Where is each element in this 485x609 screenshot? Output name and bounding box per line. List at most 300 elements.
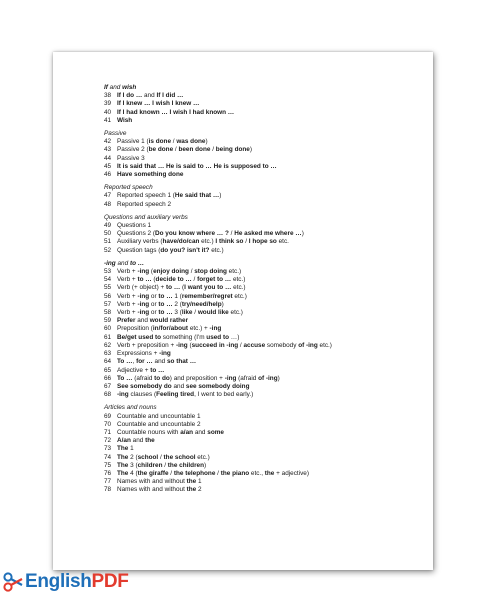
bold-text: -ing [137, 309, 150, 317]
unit-title [117, 342, 332, 350]
unit-entry[interactable] [104, 146, 424, 154]
unit-title [117, 230, 304, 238]
unit-title [117, 238, 289, 246]
text-run: Preposition ( [117, 325, 153, 333]
text-run: ( [180, 284, 185, 292]
unit-entry[interactable] [104, 454, 424, 462]
bold-text: stop doing [194, 268, 227, 276]
unit-number: 51 [104, 238, 112, 246]
bold-text: accuse [243, 341, 266, 349]
text-run: / [215, 469, 221, 477]
text-run: ( [187, 341, 192, 349]
unit-title [117, 268, 241, 276]
unit-title [117, 445, 134, 453]
unit-entry[interactable] [104, 238, 424, 246]
text-run: etc.) [317, 341, 332, 349]
unit-entry[interactable] [104, 92, 424, 100]
bold-text: a/an [180, 428, 194, 436]
text-run: etc.) [228, 309, 243, 317]
unit-title [117, 383, 250, 391]
document-page [53, 52, 433, 570]
unit-number: 58 [104, 309, 112, 317]
unit-entry[interactable] [104, 342, 424, 350]
text-run: and [115, 259, 130, 267]
unit-title [117, 293, 247, 301]
unit-title [117, 146, 252, 154]
bold-text: would rather [149, 317, 189, 325]
text-run: ( [151, 276, 156, 284]
text-run: or [149, 300, 159, 308]
unit-number: 59 [104, 317, 112, 325]
text-run: 3 ( [172, 309, 182, 317]
bold-text: See somebody do [117, 382, 172, 390]
unit-title [117, 276, 245, 284]
unit-number: 73 [104, 445, 112, 453]
text-run: Questions and auxiliary verbs [104, 213, 188, 221]
text-run: Countable and uncountable 1 [117, 412, 201, 420]
bold-text: Be/get used to [117, 333, 162, 341]
bold-text: used to [206, 333, 230, 341]
unit-number: 71 [104, 428, 112, 436]
text-run: 2 ( [128, 453, 138, 461]
text-run: Expressions + [117, 350, 160, 358]
text-run: Countable and uncountable 2 [117, 420, 201, 428]
unit-number: 67 [104, 382, 112, 390]
bold-text: -ing [137, 292, 150, 300]
table-of-contents [104, 84, 424, 495]
bold-text: I think so [215, 238, 244, 246]
bold-text: -ing [209, 325, 222, 333]
unit-title [117, 486, 202, 494]
bold-text: the school [163, 453, 196, 461]
text-run: / [192, 309, 198, 317]
unit-entry[interactable] [104, 284, 424, 292]
text-run: + adjective) [274, 469, 309, 477]
unit-number: 70 [104, 420, 112, 428]
bold-text: He said that … [174, 192, 220, 200]
unit-entry[interactable] [104, 201, 424, 209]
unit-entry[interactable] [104, 421, 424, 429]
bold-text: to … [158, 292, 173, 300]
unit-number: 57 [104, 300, 112, 308]
contents-section [104, 184, 424, 209]
bold-text: The [117, 453, 129, 461]
unit-entry[interactable] [104, 462, 424, 470]
text-run: etc., [249, 469, 265, 477]
contents-section [104, 84, 424, 125]
unit-number: 77 [104, 478, 112, 486]
unit-title [117, 350, 171, 358]
text-run: ( [149, 268, 154, 276]
unit-number: 40 [104, 108, 112, 116]
bold-text: If I do … [117, 92, 143, 100]
text-run: and [107, 84, 123, 91]
bold-text: some [207, 428, 224, 436]
text-run: 2 ( [172, 300, 182, 308]
unit-entry[interactable] [104, 138, 424, 146]
bold-text: Feeling tired [156, 391, 195, 399]
bold-text: Have something done [117, 171, 184, 179]
text-run: ) [277, 374, 280, 382]
text-run: Reported speech 2 [117, 200, 172, 208]
unit-entry[interactable] [104, 413, 424, 421]
unit-title [117, 317, 188, 325]
bold-text: do you? isn't it? [160, 246, 210, 254]
bold-text: would like [197, 309, 229, 317]
section-title [104, 84, 424, 92]
bold-text: have/do/can [162, 238, 200, 246]
unit-number: 45 [104, 162, 112, 170]
unit-entry[interactable] [104, 230, 424, 238]
text-run: Question tags ( [117, 246, 161, 254]
bold-text: -ing [175, 341, 188, 349]
scissors-icon [3, 571, 23, 593]
unit-title [117, 171, 183, 179]
bold-text: the giraffe [137, 469, 169, 477]
unit-title [117, 413, 201, 421]
unit-entry[interactable] [104, 109, 424, 117]
watermark-english: English [25, 571, 92, 592]
text-run: clauses ( [128, 391, 157, 399]
unit-title [117, 462, 206, 470]
bold-text: -ing [117, 391, 129, 399]
bold-text: -ing [159, 350, 171, 358]
unit-number: 62 [104, 341, 112, 349]
text-run: Reported speech [104, 184, 153, 192]
unit-title [117, 247, 224, 255]
unit-entry[interactable] [104, 276, 424, 284]
unit-entry[interactable] [104, 117, 424, 125]
text-run: …) [229, 333, 240, 341]
text-run: etc.) [231, 284, 246, 292]
unit-number: 56 [104, 292, 112, 300]
bold-text: be done [148, 146, 174, 154]
section-title [104, 214, 424, 222]
text-run: somebody [265, 341, 299, 349]
text-run: etc.) [195, 453, 210, 461]
unit-number: 53 [104, 268, 112, 276]
text-run: Passive 1 ( [117, 138, 149, 146]
text-run: Questions 1 [117, 222, 152, 230]
unit-entry[interactable] [104, 222, 424, 230]
unit-number: 44 [104, 154, 112, 162]
unit-entry[interactable] [104, 486, 424, 494]
unit-entry[interactable] [104, 375, 424, 383]
unit-number: 78 [104, 486, 112, 494]
bold-text: like [181, 309, 193, 317]
text-run: / [210, 146, 216, 154]
unit-title [117, 429, 224, 437]
text-run: etc.) [232, 292, 247, 300]
text-run: / [228, 230, 235, 238]
text-run: and [142, 92, 157, 100]
unit-entry[interactable] [104, 247, 424, 255]
text-run: Countable nouns with [117, 428, 181, 436]
unit-number: 55 [104, 284, 112, 292]
bold-text: been done [178, 146, 211, 154]
bold-text: was done [176, 138, 206, 146]
text-run: and [171, 382, 186, 390]
unit-title [117, 421, 201, 429]
contents-section [104, 130, 424, 179]
unit-number: 74 [104, 453, 112, 461]
text-run: Verb + preposition + [117, 341, 176, 349]
unit-title [117, 92, 183, 100]
bold-text: see somebody doing [185, 382, 250, 390]
text-run: / [173, 146, 179, 154]
unit-entry[interactable] [104, 155, 424, 163]
unit-number: 47 [104, 192, 112, 200]
bold-text: in/for/about [152, 325, 189, 333]
unit-number: 63 [104, 350, 112, 358]
unit-entry[interactable] [104, 317, 424, 325]
bold-text: It is said that … He is said to … He is supposed to … [117, 162, 277, 170]
unit-entry[interactable] [104, 367, 424, 375]
text-run: Articles and nouns [104, 404, 157, 412]
section-title [104, 184, 424, 192]
text-run: / [158, 453, 164, 461]
text-run: / [238, 341, 244, 349]
bold-text: so that … [166, 358, 197, 366]
bold-text: enjoy doing [153, 268, 189, 276]
unit-entry[interactable] [104, 391, 424, 399]
unit-title [117, 334, 239, 342]
unit-number: 76 [104, 469, 112, 477]
text-run: 3 ( [128, 461, 138, 469]
text-run: Verb (+ object) + [117, 284, 167, 292]
text-run: / [188, 268, 195, 276]
unit-title [117, 201, 171, 209]
text-run: etc.) [199, 238, 216, 246]
unit-title [117, 367, 164, 375]
unit-title [117, 301, 224, 309]
bold-text: decide to … [155, 276, 192, 284]
unit-number: 41 [104, 116, 112, 124]
bold-text: of -ing [258, 374, 278, 382]
unit-number: 50 [104, 230, 112, 238]
unit-entry[interactable] [104, 383, 424, 391]
text-run: ) and preposition + [169, 374, 225, 382]
bold-text: the [186, 478, 197, 486]
bold-text: If I did … [156, 92, 184, 100]
text-run: Adjective + [117, 366, 151, 374]
text-run: Reported speech 1 ( [117, 192, 175, 200]
unit-title [117, 192, 221, 200]
bold-text: the [145, 437, 155, 445]
bold-text: -ing [224, 374, 237, 382]
bold-text: school [137, 453, 159, 461]
unit-number: 48 [104, 200, 112, 208]
text-run: / [168, 469, 174, 477]
bold-text: the [264, 469, 275, 477]
unit-title [117, 437, 155, 445]
text-run: or [149, 309, 159, 317]
unit-title [117, 155, 145, 163]
bold-text: If I knew … I wish I knew … [117, 100, 200, 108]
text-run: Questions 2 ( [117, 230, 156, 238]
unit-number: 42 [104, 138, 112, 146]
englishpdf-watermark [3, 568, 129, 596]
unit-number: 65 [104, 366, 112, 374]
unit-title [117, 454, 210, 462]
unit-title [117, 470, 309, 478]
text-run: etc.) + [188, 325, 210, 333]
bold-text: Wish [117, 116, 133, 124]
text-run: / [191, 276, 198, 284]
unit-title [117, 109, 234, 117]
unit-number: 64 [104, 358, 112, 366]
text-run: ) [221, 300, 224, 308]
unit-entry[interactable] [104, 334, 424, 342]
text-run: Verb + [117, 300, 138, 308]
bold-text: children [137, 461, 163, 469]
bold-text: try/need/help [181, 300, 222, 308]
unit-entry[interactable] [104, 100, 424, 108]
bold-text: to … [166, 284, 181, 292]
text-run: 1 [128, 445, 134, 453]
unit-number: 38 [104, 92, 112, 100]
unit-title [117, 138, 208, 146]
unit-number: 39 [104, 100, 112, 108]
unit-title [117, 222, 151, 230]
unit-entry[interactable] [104, 163, 424, 171]
bold-text: To … [117, 374, 133, 382]
contents-section [104, 214, 424, 255]
text-run: , I went to bed early.) [194, 391, 254, 399]
unit-title [117, 478, 202, 486]
bold-text: To … [117, 358, 133, 366]
unit-number: 60 [104, 325, 112, 333]
text-run: 1 ( [172, 292, 182, 300]
text-run: / [243, 238, 249, 246]
watermark-pdf: PDF [91, 571, 129, 592]
bold-text: Do you know where … ? [155, 230, 229, 238]
unit-title [117, 358, 196, 366]
unit-entry[interactable] [104, 325, 424, 333]
unit-number: 75 [104, 461, 112, 469]
bold-text: wish [122, 84, 137, 91]
unit-entry[interactable] [104, 301, 424, 309]
bold-text: Prefer [117, 317, 136, 325]
text-run: Passive [104, 130, 127, 138]
bold-text: He asked me where … [234, 230, 302, 238]
bold-text: to do [154, 374, 170, 382]
unit-entry[interactable] [104, 437, 424, 445]
unit-entry[interactable] [104, 268, 424, 276]
unit-title [117, 284, 246, 292]
unit-number: 69 [104, 412, 112, 420]
text-run: etc.) [231, 276, 246, 284]
text-run: ) [219, 192, 222, 200]
bold-text: to … [137, 276, 152, 284]
text-run: Verb + [117, 268, 138, 276]
contents-section [104, 260, 424, 399]
bold-text: to … [129, 259, 145, 267]
unit-title [117, 309, 243, 317]
text-run: / [171, 138, 177, 146]
bold-text: for … [136, 358, 153, 366]
text-run: etc.) [226, 268, 242, 276]
text-run: Verb + [117, 276, 138, 284]
bold-text: -ing [137, 300, 150, 308]
contents-section [104, 404, 424, 494]
unit-number: 49 [104, 222, 112, 230]
section-title [104, 130, 424, 138]
unit-entry[interactable] [104, 350, 424, 358]
unit-number: 52 [104, 246, 112, 254]
bold-text: The [117, 445, 129, 453]
text-run: something (I'm [161, 333, 207, 341]
text-run: and [152, 358, 167, 366]
unit-entry[interactable] [104, 309, 424, 317]
unit-entry[interactable] [104, 358, 424, 366]
bold-text: the telephone [173, 469, 216, 477]
bold-text: remember/regret [181, 292, 233, 300]
bold-text: succeed in -ing [191, 341, 239, 349]
text-run: and [130, 437, 146, 445]
bold-text: I want you to … [184, 284, 232, 292]
bold-text: I hope so [248, 238, 277, 246]
watermark-text [25, 571, 129, 593]
unit-number: 54 [104, 276, 112, 284]
unit-entry[interactable] [104, 470, 424, 478]
text-run: and [135, 317, 150, 325]
text-run: Passive 2 ( [117, 146, 149, 154]
bold-text: The [117, 461, 129, 469]
text-run: or [149, 292, 159, 300]
bold-text: being done [215, 146, 250, 154]
text-run: Auxiliary verbs ( [117, 238, 163, 246]
text-run: etc.) [209, 246, 224, 254]
unit-entry[interactable] [104, 445, 424, 453]
bold-text: the piano [220, 469, 250, 477]
section-title [104, 404, 424, 412]
unit-entry[interactable] [104, 192, 424, 200]
unit-title [117, 375, 280, 383]
text-run: and [193, 428, 208, 436]
text-run: etc. [276, 238, 289, 246]
bold-text: -ing [104, 259, 116, 267]
bold-text: If [104, 84, 108, 91]
text-run: Names with and without [117, 478, 187, 486]
text-run: (afraid [132, 374, 155, 382]
text-run: 4 ( [128, 469, 138, 477]
text-run: ) [301, 230, 304, 238]
text-run: Names with and without [117, 486, 187, 494]
unit-entry[interactable] [104, 429, 424, 437]
text-run: Verb + [117, 292, 138, 300]
bold-text: A/an [117, 437, 131, 445]
text-run: ) [205, 138, 208, 146]
bold-text: the children [167, 461, 205, 469]
unit-number: 46 [104, 171, 112, 179]
text-run: (afraid [236, 374, 259, 382]
text-run: Passive 3 [117, 154, 145, 162]
text-run: 2 [196, 486, 202, 494]
bold-text: the [186, 486, 197, 494]
unit-number: 68 [104, 391, 112, 399]
bold-text: The [117, 469, 129, 477]
unit-entry[interactable] [104, 478, 424, 486]
unit-number: 61 [104, 333, 112, 341]
unit-entry[interactable] [104, 293, 424, 301]
bold-text: If I had known … I wish I had known … [117, 108, 235, 116]
unit-entry[interactable] [104, 171, 424, 179]
bold-text: to … [158, 309, 173, 317]
unit-number: 43 [104, 146, 112, 154]
unit-title [117, 100, 199, 108]
unit-number: 66 [104, 374, 112, 382]
